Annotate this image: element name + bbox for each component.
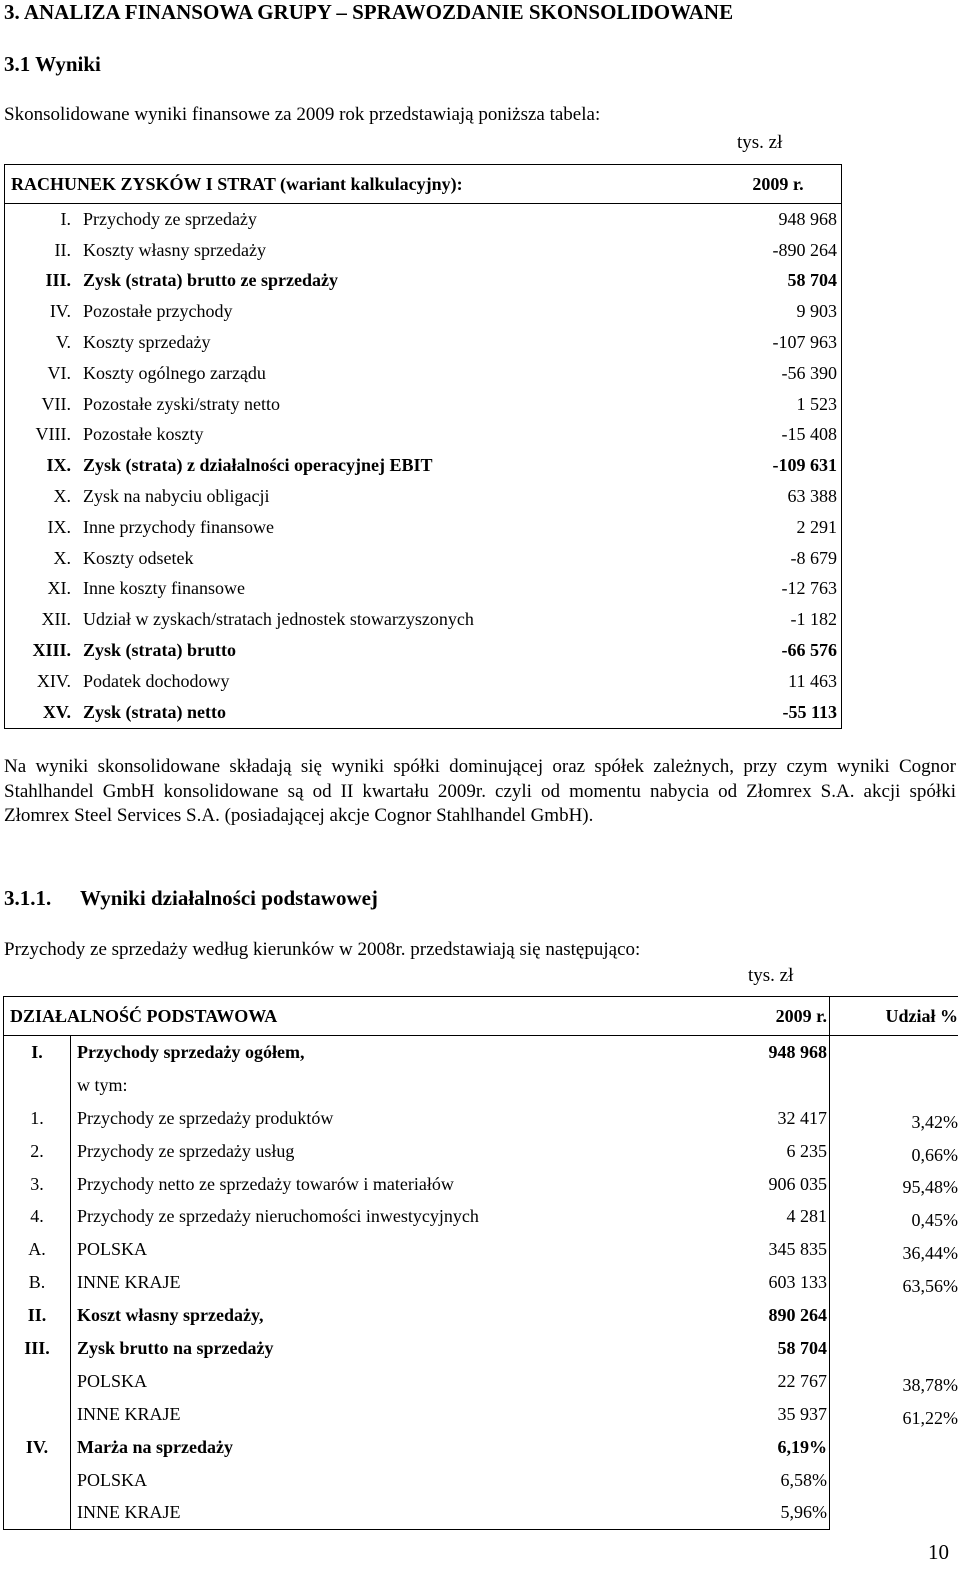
table-title: RACHUNEK ZYSKÓW I STRAT (wariant kalkulacyjny):	[5, 165, 720, 204]
row-number	[4, 1365, 71, 1398]
row-share	[830, 1464, 959, 1497]
row-value: 948 968	[747, 1036, 830, 1069]
row-label: Przychody netto ze sprzedaży towarów i materiałów	[77, 1173, 454, 1194]
table-row	[4, 1496, 959, 1529]
row-value: 6 235	[747, 1135, 830, 1168]
row-share	[830, 1036, 959, 1069]
row-number: IX.	[5, 450, 78, 481]
row-value: 32 417	[747, 1102, 830, 1135]
intro-text: Skonsolidowane wyniki finansowe za 2009 rok przedstawiają poniższa tabela:	[4, 104, 601, 125]
table-header-row	[5, 165, 842, 204]
row-label: POLSKA	[77, 1370, 148, 1391]
share-header: Udział %	[830, 997, 959, 1036]
subsection-intro: Przychody ze sprzedaży według kierunków w 2008r. przedstawiają się następująco:	[4, 939, 641, 960]
row-number: B.	[4, 1266, 71, 1299]
page-number: 10	[928, 1540, 949, 1564]
row-label: Zysk brutto na sprzedaży	[77, 1337, 274, 1358]
table-row	[4, 1102, 959, 1135]
row-value: 6,58%	[747, 1464, 830, 1497]
row-label: w tym:	[77, 1074, 128, 1095]
table-row	[5, 450, 842, 481]
row-number: XV.	[5, 697, 78, 728]
table-row	[4, 1168, 959, 1201]
table-row	[5, 296, 842, 327]
table-header-row	[4, 997, 959, 1036]
row-value: -890 264	[719, 235, 842, 266]
row-share: 36,44%	[902, 1243, 958, 1264]
table-row	[4, 1069, 959, 1102]
row-number: I.	[4, 1036, 71, 1069]
row-share: 0,66%	[911, 1144, 958, 1165]
income-statement-table	[4, 164, 842, 729]
row-value: -12 763	[719, 574, 842, 605]
table-row	[5, 327, 842, 358]
row-label: Podatek dochodowy	[83, 670, 230, 691]
table-row	[5, 666, 842, 697]
row-label: Przychody ze sprzedaży	[77, 204, 719, 235]
row-value: 9 903	[719, 296, 842, 327]
table-row	[5, 697, 842, 728]
row-value: 63 388	[719, 481, 842, 512]
summary-paragraph: Na wyniki skonsolidowane składają się wyniki spółki dominującej oraz spółek zależnych, przy czym wyniki Cognor Stahlhandel GmbH konsolidowane są od II kwartału 2009r. czyli od momentu nabycia od Złomrex S.A. akcji spółki Złomrex Steel Services S.A. (posiadającej akcje Cognor Stahlhandel GmbH).	[4, 756, 956, 826]
year-header: 2009 r.	[719, 165, 842, 204]
row-share: 95,48%	[902, 1177, 958, 1198]
row-label: INNE KRAJE	[77, 1403, 181, 1424]
row-number	[4, 1464, 71, 1497]
row-share: 3,42%	[911, 1111, 958, 1132]
table-row	[5, 604, 842, 635]
row-share	[830, 1069, 959, 1102]
table-row	[5, 635, 842, 666]
row-number: III.	[4, 1332, 71, 1365]
table-row	[5, 420, 842, 451]
row-number	[4, 1398, 71, 1431]
table-row	[4, 1036, 959, 1069]
table-row	[5, 358, 842, 389]
row-value: 6,19%	[747, 1431, 830, 1464]
row-number: XIII.	[5, 635, 78, 666]
row-number: 3.	[4, 1168, 71, 1201]
table-title: DZIAŁALNOŚĆ PODSTAWOWA	[4, 997, 748, 1036]
row-value: -107 963	[719, 327, 842, 358]
row-label: INNE KRAJE	[71, 1496, 748, 1529]
subsection-number: 3.1.1.	[4, 886, 52, 910]
row-label: Inne przychody finansowe	[83, 516, 274, 537]
table-row	[5, 543, 842, 574]
table-row	[5, 481, 842, 512]
row-label: INNE KRAJE	[77, 1272, 181, 1293]
row-label: Przychody ze sprzedaży produktów	[77, 1107, 334, 1128]
row-number: II.	[4, 1299, 71, 1332]
subsection-heading: 3.1 Wyniki	[4, 52, 101, 76]
row-number: XI.	[5, 574, 78, 605]
table-row	[4, 1365, 959, 1398]
row-number	[4, 1496, 71, 1529]
row-label: Pozostałe przychody	[83, 301, 233, 322]
row-label: Koszty własny sprzedaży	[83, 239, 266, 260]
row-label: POLSKA	[77, 1469, 148, 1490]
row-value: -55 113	[719, 697, 842, 728]
table-row	[5, 512, 842, 543]
row-number: 2.	[4, 1135, 71, 1168]
row-label: POLSKA	[77, 1239, 148, 1260]
row-number: X.	[5, 481, 78, 512]
row-number: IV.	[4, 1431, 71, 1464]
row-value: -8 679	[719, 543, 842, 574]
row-label: Koszty sprzedaży	[83, 332, 211, 353]
table-row	[4, 1431, 959, 1464]
table-row	[5, 266, 842, 297]
row-value: 890 264	[747, 1299, 830, 1332]
row-number: V.	[5, 327, 78, 358]
row-value: 35 937	[747, 1398, 830, 1431]
unit-label-2: tys. zł	[748, 965, 794, 986]
table-row	[5, 235, 842, 266]
subsection-3-1-1-heading	[4, 886, 378, 911]
row-label: Zysk (strata) netto	[77, 697, 719, 728]
row-label: Pozostałe zyski/straty netto	[83, 393, 280, 414]
row-label: Inne koszty finansowe	[83, 578, 245, 599]
row-label: Koszty odsetek	[83, 547, 194, 568]
row-number: XII.	[5, 604, 78, 635]
row-share	[830, 1431, 959, 1464]
row-value: 5,96%	[747, 1496, 830, 1529]
row-share: 38,78%	[902, 1374, 958, 1395]
table-row	[4, 1200, 959, 1233]
row-number: IX.	[5, 512, 78, 543]
row-value: -66 576	[719, 635, 842, 666]
row-share: 0,45%	[911, 1210, 958, 1231]
row-label: Zysk (strata) z działalności operacyjnej EBIT	[83, 455, 433, 476]
row-number: A.	[4, 1233, 71, 1266]
row-number: VI.	[5, 358, 78, 389]
row-share: 61,22%	[902, 1407, 958, 1428]
row-label: Koszt własny sprzedaży,	[77, 1305, 264, 1326]
table-row	[5, 389, 842, 420]
row-share	[830, 1496, 959, 1529]
row-value: 22 767	[747, 1365, 830, 1398]
row-number	[4, 1069, 71, 1102]
year-header: 2009 r.	[747, 997, 830, 1036]
table-row	[4, 1135, 959, 1168]
row-label: Udział w zyskach/stratach jednostek stowarzyszonych	[83, 609, 474, 630]
row-value: 2 291	[719, 512, 842, 543]
subsection-title: Wyniki działalności podstawowej	[80, 886, 378, 910]
row-share	[830, 1332, 959, 1365]
section-heading: 3. ANALIZA FINANSOWA GRUPY – SPRAWOZDANIE SKONSOLIDOWANE	[4, 0, 734, 24]
row-number: I.	[5, 204, 78, 235]
row-value: 11 463	[719, 666, 842, 697]
row-share: 63,56%	[902, 1276, 958, 1297]
table-row	[4, 1332, 959, 1365]
row-value: 603 133	[747, 1266, 830, 1299]
row-value: 58 704	[747, 1332, 830, 1365]
table-row	[4, 1464, 959, 1497]
row-share	[830, 1299, 959, 1332]
table-row	[5, 574, 842, 605]
row-label: Pozostałe koszty	[83, 424, 204, 445]
row-label: Zysk (strata) brutto	[83, 640, 236, 661]
row-number: VIII.	[5, 420, 78, 451]
table-row	[4, 1266, 959, 1299]
row-value: 58 704	[719, 266, 842, 297]
row-label: Zysk na nabyciu obligacji	[83, 486, 270, 507]
table-row	[4, 1233, 959, 1266]
table-row	[4, 1299, 959, 1332]
row-value: 4 281	[747, 1200, 830, 1233]
row-label: Przychody sprzedaży ogółem,	[77, 1041, 305, 1062]
core-activity-table	[3, 996, 958, 1530]
table-row	[4, 1398, 959, 1431]
row-value: 345 835	[747, 1233, 830, 1266]
row-number: 4.	[4, 1200, 71, 1233]
unit-label: tys. zł	[737, 132, 783, 153]
row-label: Zysk (strata) brutto ze sprzedaży	[83, 270, 338, 291]
row-value: -1 182	[719, 604, 842, 635]
row-number: VII.	[5, 389, 78, 420]
row-value: -15 408	[719, 420, 842, 451]
row-value: 1 523	[719, 389, 842, 420]
row-label: Przychody ze sprzedaży nieruchomości inwestycyjnych	[77, 1206, 479, 1227]
row-label: Marża na sprzedaży	[77, 1436, 233, 1457]
row-number: II.	[5, 235, 78, 266]
row-number: III.	[5, 266, 78, 297]
row-number: IV.	[5, 296, 78, 327]
row-value: -109 631	[719, 450, 842, 481]
row-number: XIV.	[5, 666, 78, 697]
row-number: 1.	[4, 1102, 71, 1135]
row-label: Koszty ogólnego zarządu	[83, 362, 266, 383]
row-value	[747, 1069, 830, 1102]
row-value: 948 968	[719, 204, 842, 235]
row-label: Przychody ze sprzedaży usług	[77, 1140, 295, 1161]
row-number: X.	[5, 543, 78, 574]
table-row	[5, 204, 842, 235]
row-value: 906 035	[747, 1168, 830, 1201]
row-value: -56 390	[719, 358, 842, 389]
